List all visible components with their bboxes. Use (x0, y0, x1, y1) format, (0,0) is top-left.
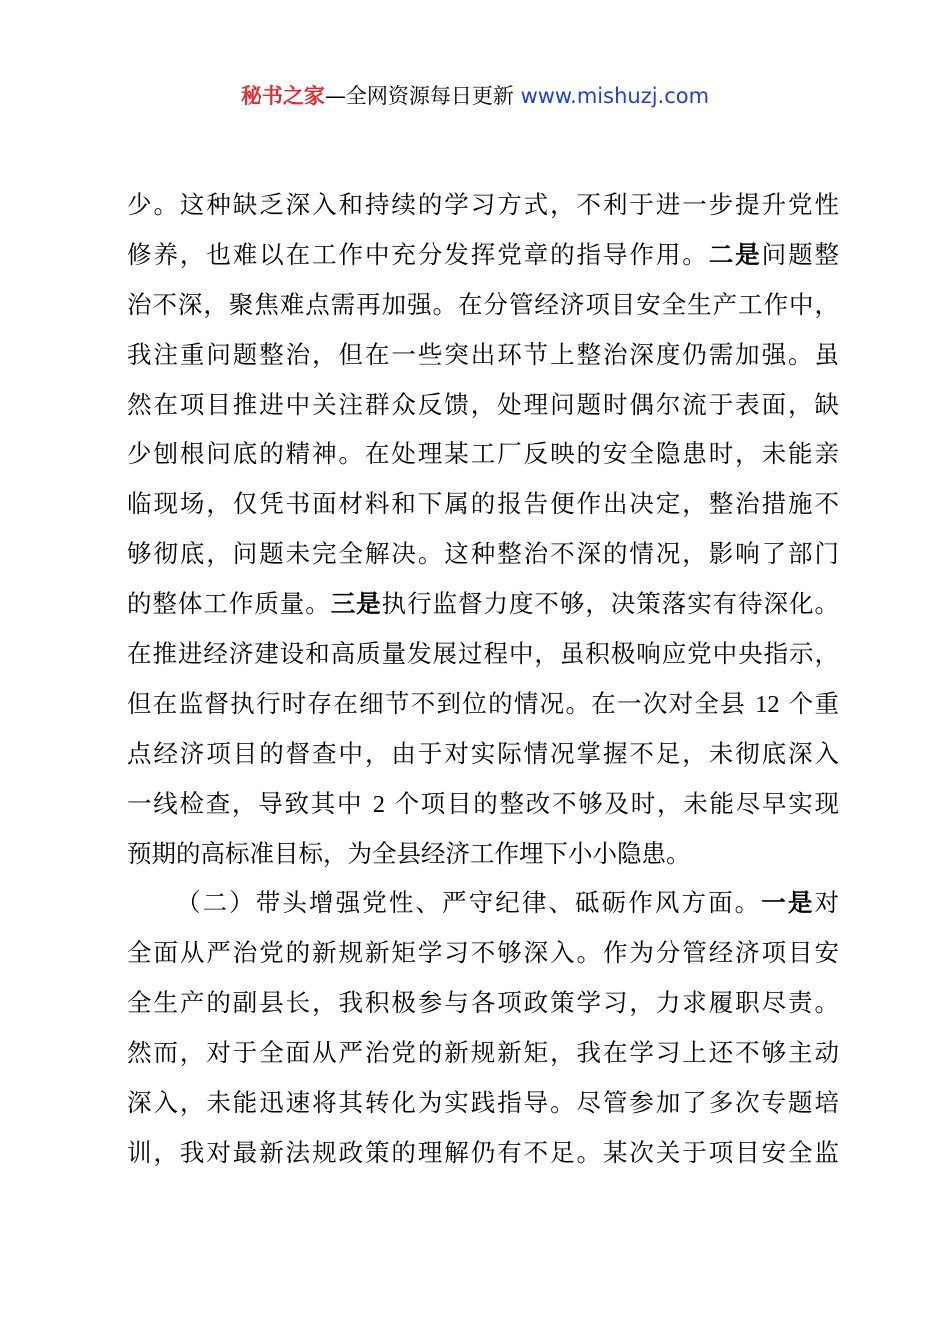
text-line: 修养，也难以在工作中充分发挥党章的指导作用。二是问题整 (127, 239, 840, 269)
paragraph-2 (127, 878, 839, 1177)
text-line: 训，我对最新法规政策的理解仍有不足。某次关于项目安全监 (127, 1137, 839, 1167)
bold-keyword: 一是 (761, 888, 815, 918)
number: 2 (372, 790, 386, 818)
page-header (0, 80, 950, 112)
paragraph-1 (127, 180, 839, 878)
brand-name: 秘书之家 (240, 84, 325, 108)
bold-keyword: 二是 (708, 239, 762, 269)
header-tagline: —全网资源每日更新 (324, 84, 521, 108)
text-line: 在推进经济建设和高质量发展过程中，虽积极响应党中央指示， (127, 639, 839, 669)
text-line: 然而，对于全面从严治党的新规新矩，我在学习上还不够主动 (127, 1038, 839, 1068)
text-line: 一线检查，导致其中 2 个项目的整改不够及时，未能尽早实现 (127, 788, 840, 818)
text-line: 深入，未能迅速将其转化为实践指导。尽管参加了多次专题培 (127, 1088, 839, 1118)
text-line: （二）带头增强党性、严守纪律、砥砺作风方面。一是对 (176, 888, 840, 918)
text-line: 少刨根问底的精神。在处理某工厂反映的安全隐患时，未能亲 (127, 439, 839, 469)
text-line: 全生产的副县长，我积极参与各项政策学习，力求履职尽责。 (127, 988, 839, 1018)
text-line: 临现场，仅凭书面材料和下属的报告便作出决定，整治措施不 (127, 489, 839, 519)
text-line: 预期的高标准目标，为全县经济工作埋下小小隐患。 (127, 838, 691, 868)
text-line: 然在项目推进中关注群众反馈，处理问题时偶尔流于表面，缺 (127, 389, 839, 419)
number: 12 (755, 690, 780, 718)
text-line: 治不深，聚焦难点需再加强。在分管经济项目安全生产工作中， (127, 289, 839, 319)
header-url-link[interactable]: www.mishuzj.com (520, 84, 710, 108)
text-line: 全面从严治党的新规新矩学习不够深入。作为分管经济项目安 (127, 938, 839, 968)
text-line: 够彻底，问题未完全解决。这种整治不深的情况，影响了部门 (127, 539, 839, 569)
text-line: 我注重问题整治，但在一些突出环节上整治深度仍需加强。虽 (127, 339, 839, 369)
text-line: 的整体工作质量。三是执行监督力度不够，决策落实有待深化。 (127, 589, 840, 619)
text-line: 点经济项目的督查中，由于对实际情况掌握不足，未彻底深入 (127, 738, 839, 768)
document-body (127, 180, 839, 1178)
text-line: 但在监督执行时存在细节不到位的情况。在一次对全县 12 个重 (127, 688, 840, 718)
text-line: 少。这种缺乏深入和持续的学习方式，不利于进一步提升党性 (127, 190, 839, 219)
bold-keyword: 三是 (330, 589, 382, 619)
